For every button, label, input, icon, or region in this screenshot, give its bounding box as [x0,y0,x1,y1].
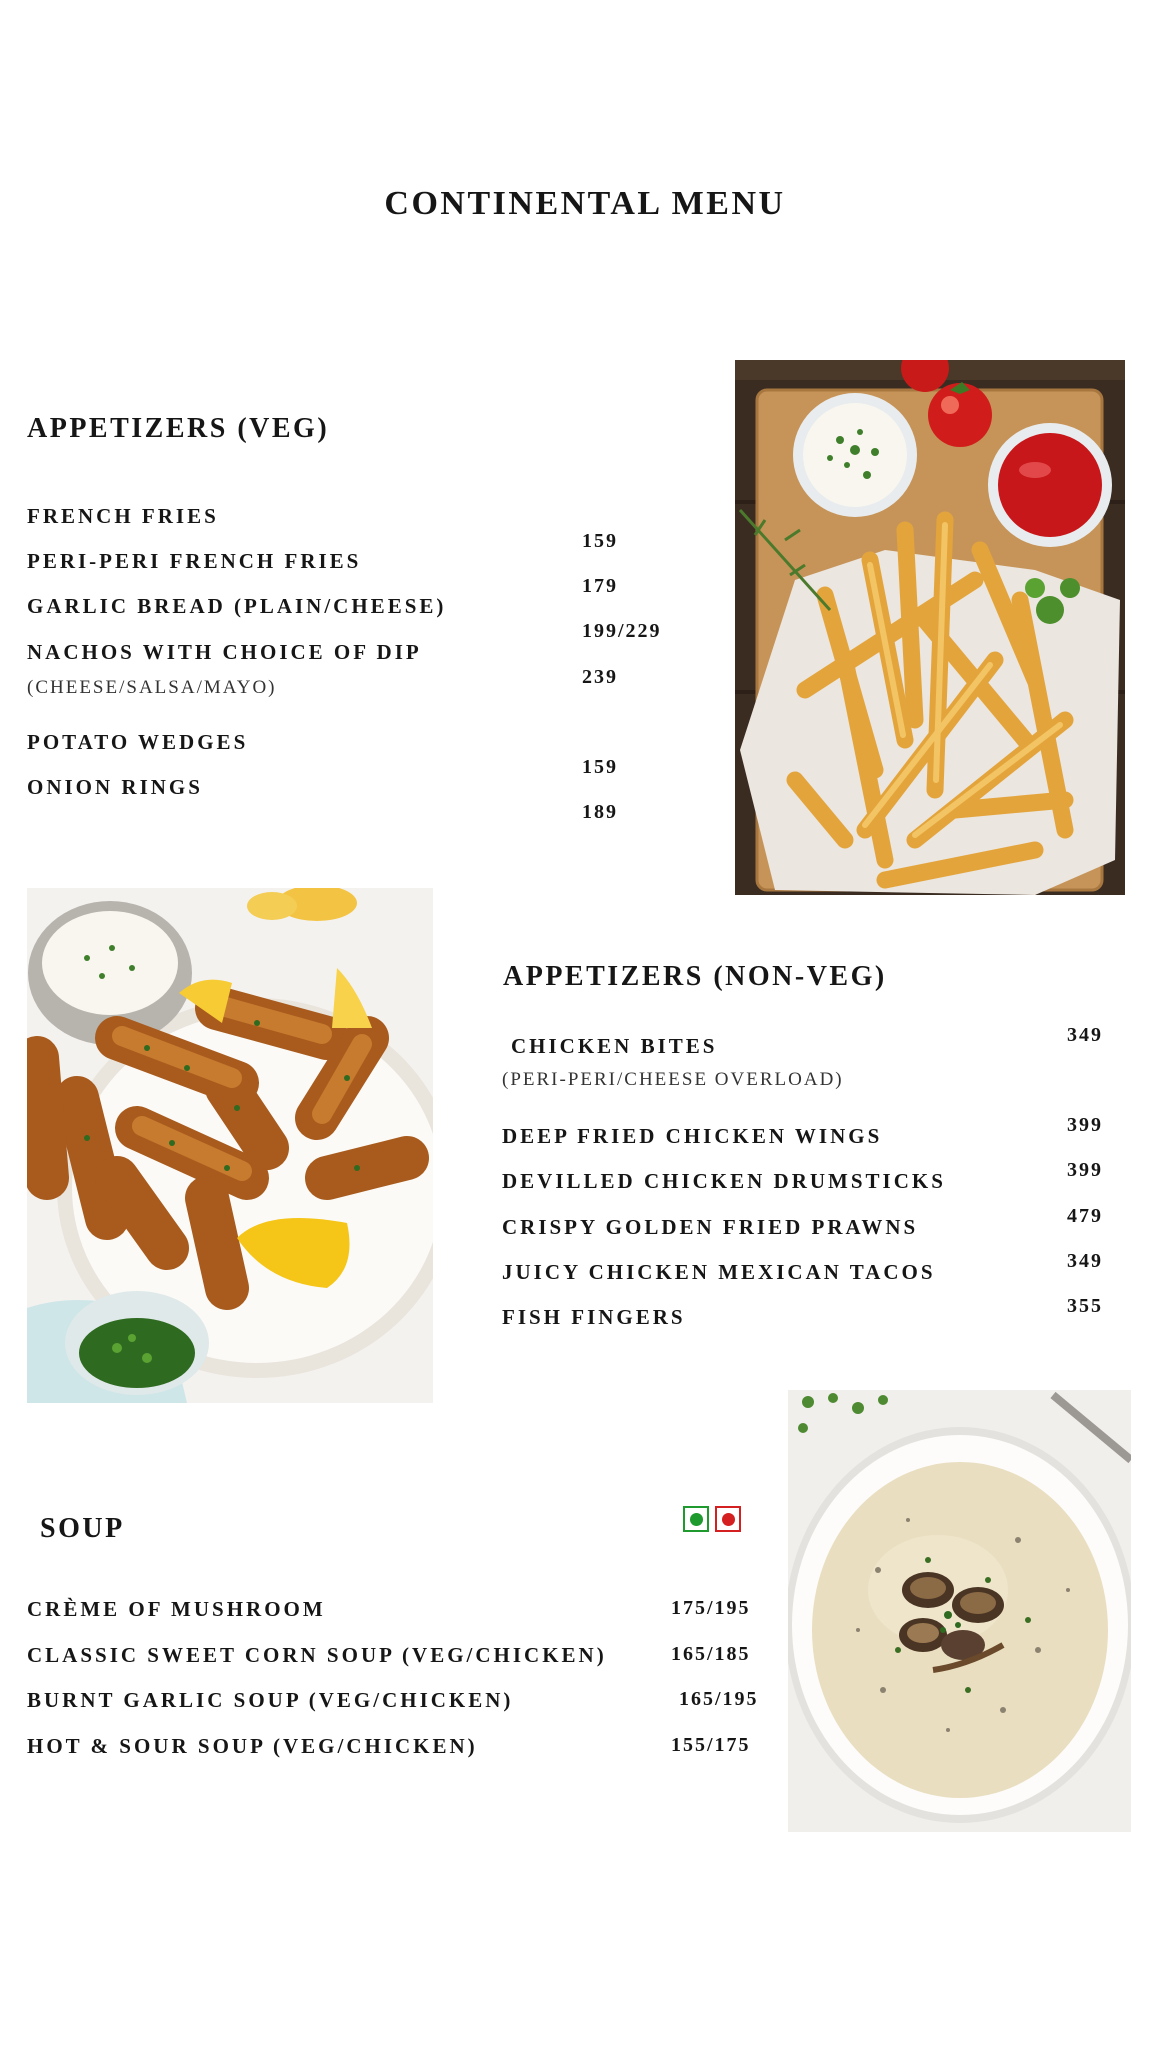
menu-item-price: 239 [582,666,618,688]
menu-item-name: CRÈME OF MUSHROOM [27,1597,326,1621]
menu-item-price: 349 [1067,1024,1103,1046]
veg-indicator-icon [683,1506,709,1532]
menu-item-name: HOT & SOUR SOUP (VEG/CHICKEN) [27,1734,478,1758]
menu-item-price: 189 [582,801,618,823]
menu-item-price: 349 [1067,1250,1103,1272]
menu-item-name: JUICY CHICKEN MEXICAN TACOS [502,1260,936,1284]
menu-item-name: NACHOS WITH CHOICE OF DIP [27,640,422,664]
menu-item-price: 355 [1067,1295,1103,1317]
menu-item-name: BURNT GARLIC SOUP (VEG/CHICKEN) [27,1688,514,1712]
menu-item-price: 165/185 [671,1643,751,1665]
menu-item-name: DEEP FRIED CHICKEN WINGS [502,1124,883,1148]
menu-item-price: 159 [582,530,618,552]
menu-item-price: 179 [582,575,618,597]
menu-item-price: 165/195 [679,1688,759,1710]
menu-item-name: GARLIC BREAD (PLAIN/CHEESE) [27,594,447,618]
menu-title: CONTINENTAL MENU [384,185,786,222]
menu-item-name: FRENCH FRIES [27,504,219,528]
menu-item-price: 175/195 [671,1597,751,1619]
fish-fingers-photo [27,888,433,1403]
menu-item-name: POTATO WEDGES [27,730,249,754]
menu-item-name: CRISPY GOLDEN FRIED PRAWNS [502,1215,919,1239]
menu-item-price: 155/175 [671,1734,751,1756]
non-veg-indicator-icon [715,1506,741,1532]
menu-item-price: 399 [1067,1159,1103,1181]
section-heading-soup: SOUP [40,1513,125,1544]
menu-item-price: 199/229 [582,620,662,642]
section-heading-appetizers-veg: APPETIZERS (VEG) [27,413,330,444]
section-heading-appetizers-nonveg: APPETIZERS (NON-VEG) [503,961,887,992]
menu-item-name: FISH FINGERS [502,1305,686,1329]
menu-item-name: ONION RINGS [27,775,203,799]
menu-item-note: (CHEESE/SALSA/MAYO) [27,677,277,698]
french-fries-photo [735,360,1125,895]
menu-item-price: 159 [582,756,618,778]
menu-item-note: (PERI-PERI/CHEESE OVERLOAD) [502,1069,844,1090]
menu-item-name: CHICKEN BITES [511,1034,718,1058]
menu-item-price: 479 [1067,1205,1103,1227]
menu-item-name: PERI-PERI FRENCH FRIES [27,549,362,573]
menu-item-name: CLASSIC SWEET CORN SOUP (VEG/CHICKEN) [27,1643,607,1667]
menu-item-name: DEVILLED CHICKEN DRUMSTICKS [502,1169,946,1193]
mushroom-soup-photo [788,1390,1131,1832]
menu-item-price: 399 [1067,1114,1103,1136]
